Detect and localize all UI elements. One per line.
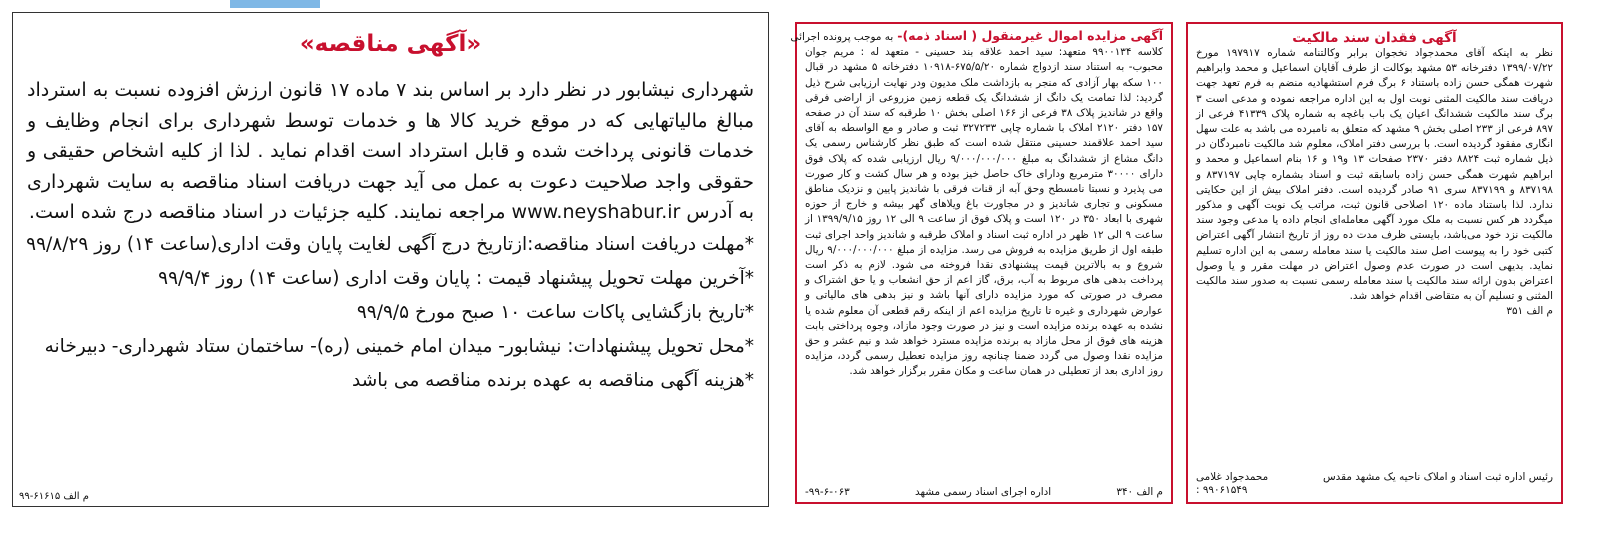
tender-item-deadline-bids: *آخرین مهلت تحویل پیشنهاد قیمت : پایان وقت اداری (ساعت ۱۴) روز ۹۹/۹/۴ bbox=[158, 267, 754, 289]
deed-loss-ref: م الف ۳۵۱ bbox=[1506, 305, 1553, 318]
top-strip bbox=[0, 0, 330, 8]
tender-item-deadline-docs: *مهلت دریافت اسناد مناقصه:ازتاریخ درج آگهی لغایت پایان وقت اداری(ساعت ۱۴) روز ۹۹/۸/۲۹ bbox=[26, 233, 754, 255]
auction-code: ۹۹-۶-۰۶۳- bbox=[805, 486, 850, 498]
deed-loss-body: نظر به اینکه آقای محمدجواد نخجوان برابر وکالتنامه شماره ۱۹۷۹۱۷ مورخ ۱۳۹۹/۰۷/۲۲ دفترخانه ۵۳ مشهد بوکالت از طرف آقایان اسماعیل و محمد وابراهیم شهرت همگی حسن زاده باستناد ۶ برگ فرم استشهادیه منضم به فرم تعهد جهت دریافت سند مالکیت المثنی نوبت اول به این اداره مراجعه نموده و مدعی است ۳ برگ سند مالکیت ششدانگ اعیان یک باب باغچه به شماره پلاک ۴۱۳۳۹ فرعی از ۸۹۷ فرعی از ۲۳۳ اصلی بخش ۹ مشهد که متعلق به نامبرده می باشد به علت سهل انگاری مفقود گردیده است. با بررسی دفتر املاک، معلوم شد مالکیت نامبردگان در ذیل شماره ثبت ۸۸۲۴ دفتر ۲۳۷۰ صفحات ۱۳ و۱۹ و ۱۶ بنام اسماعیل و محمد و ابراهیم شهرت همگی حسن زاده باسابقه ثبت و اسناد بشماره چاپی ۸۳۷۱۹۷ و ۸۳۷۱۹۸ و ۸۳۷۱۹۹ سری ۹۱ صادر گردیده است. دفتر املاک بیش از این حکایتی ندارد. لذا باستناد ماده ۱۲۰ اصلاحی قانون ثبت، مراتب یک نوبت آگهی و مذکور میگردد هر کس نسبت به ملک مورد آگهی معامله‌ای انجام داده یا مدعی وجود سند مالکیت نزد خود می‌باشد، بایستی ظرف مدت ده روز از تاریخ انتشار آگهی اعتراض کتبی خود را به پیوست اصل سند مالکیت یا سند معامله رسمی به این اداره تسلیم نماید. بدیهی است در صورت عدم وصول اعتراض در مهلت مقرر و یا وصول اعتراض بدون ارائه سند مالکیت یا سند معامله رسمی نسبت به صدور سند مالکیت المثنی و تسلیم آن به متقاضی اقدام خواهد شد. bbox=[1196, 47, 1554, 303]
deed-loss-signer: محمدجواد غلامی bbox=[1196, 471, 1269, 483]
auction-body: کلاسه ۹۹۰۰۱۳۴ متعهد: سید احمد علاقه بند حسینی - متعهد له : مریم جوان محبوب- به استناد سند ازدواج شماره ۶۷۵/۵/۲۰-۱۰۹۱۸ دفترخانه ۵ مشهد در قبال ۱۰۰ سکه بهار آزادی که منجر به بازداشت ملک مدیون ودر نهایت ارزیابی شرح ذیل گردید: لذا تمامت یک دانگ از ششدانگ یک قطعه زمین مزروعی از اراضی فرقی واقع در شاندیز پلاک ۳۸ فرعی از ۱۶۶ اصلی بخش ۱۰ طرقبه که سند آن در صفحه ۱۵۷ دفتر ۲۱۲۰ املاک با شماره چاپی ۳۲۷۲۳۳ ثبت و صادر و مع الواسطه به آقای سید احمد علاقمند حسینی منتقل شده است که طبق نظر کارشناس رسمی یک دانگ مشاع از ششدانگ به مبلغ ۹/۰۰۰/۰۰۰/۰۰۰ ریال ارزیابی شده که پلاک فوق دارای ۳۰۰۰۰ مترمربع ودارای خاک حاصل خیز بوده و هر سال کشت و کار صورت می پذیرد و نسبتا نامسطح وحق آبه از قنات فرقی با شاندیز پایین و نزدیک مناطق مسکونی و تجاری شاندیز و در مجاورت باغ ویلاهای گهر بیشه و خارج از حوزه شهری با ابعاد ۳۵۰ در ۱۲۰ است و پلاک فوق از ساعت ۹ الی ۱۲ روز ۱۳۹۹/۹/۱۵ از ساعت ۹ الی ۱۲ ظهر در اداره ثبت اسناد و املاک طرقبه و شاندیز واحد اجرای ثبت طبقه اول از طریق مزایده به فروش می رسد. مزایده از مبلغ ۹/۰۰۰/۰۰۰/۰۰۰ ریال شروع و به بالاترین قیمت پیشنهادی نقدا فروخته می شود. لازم به ذکر است پرداخت بدهی های مربوط به آب، برق، گاز اعم از حق انشعاب و یا حق اشتراک و مصرف در صورتی که مورد مزایده دارای آنها باشد و نیز بدهی های مالیاتی و عوارض شهرداری و غیره تا تاریخ مزایده اعم از اینکه رقم قطعی آن معلوم شده یا نشده به عهده برنده مزایده است و نیز در صورت وجود مازاد، وجوه پرداختی بابت هزینه های فوق از محل مازاد به برنده مزایده مسترد خواهد شد و نیم عشر و حق مزایده نقدا وصول می گردد ضمنا چنانچه روز مزایده تعطیل رسمی گردد، مزایده روز اداری بعد از تعطیلی در همان ساعت و مکان مقرر برگزار خواهد شد. bbox=[805, 46, 1163, 378]
tender-body bbox=[27, 75, 754, 398]
tender-item-delivery-location: *محل تحویل پیشنهادات: نیشابور- میدان امام خمینی (ره)- ساختمان ستاد شهرداری- دبیرخانه bbox=[44, 335, 754, 357]
top-strip-tab bbox=[230, 0, 320, 8]
auction-title-tail: به موجب پرونده اجرائی bbox=[790, 31, 894, 43]
deed-loss-title: آگهی فقدان سند مالکیت bbox=[1292, 30, 1457, 46]
tender-code: م الف ۶۱۶۱۵-۹۹ bbox=[19, 491, 89, 502]
auction-office: اداره اجرای اسناد رسمی مشهد bbox=[915, 486, 1052, 498]
auction-footer bbox=[805, 486, 1163, 498]
tender-item-opening-date: *تاریخ بازگشایی پاکات ساعت ۱۰ صبح مورخ ۹۹/۹/۵ bbox=[356, 301, 754, 323]
auction-notice bbox=[790, 22, 1173, 504]
deed-loss-footer bbox=[1196, 471, 1553, 498]
tender-title: «آگهی مناقصه» bbox=[299, 31, 482, 57]
deed-loss-code: ۹۹۰۶۱۵۴۹ : bbox=[1196, 484, 1248, 496]
tender-item-ad-cost: *هزینه آگهی مناقصه به عهده برنده مناقصه می باشد bbox=[352, 369, 754, 391]
tender-paragraph: شهرداری نیشابور در نظر دارد بر اساس بند ۷ ماده ۱۷ قانون ارزش افزوده نسبت به استرداد مبالغ مالیاتهایی که در موقع خرید کالا ها و خدمات توسط شهرداری برای انجام وظایف و خدمات قانونی پرداخت شده و قابل استرداد است اقدام نماید . لذا از کلیه اشخاص حقیقی و حقوقی واجد صلاحیت دعوت به عمل می آید جهت دریافت اسناد مناقصه به سایت شهرداری به آدرس www.neyshabur.ir مراجعه نمایند. کلیه جزئیات در اسناد مناقصه درج شده است. bbox=[27, 79, 754, 223]
auction-content bbox=[790, 28, 1163, 380]
auction-ref: م الف ۳۴۰ bbox=[1116, 486, 1163, 498]
tender-notice bbox=[12, 12, 769, 507]
deed-loss-signature: رئیس اداره ثبت اسناد و املاک ناحیه یک مشهد مقدس bbox=[1322, 471, 1553, 483]
auction-title: آگهی مزایده اموال غیرمنقول ( اسناد ذمه)- bbox=[897, 28, 1163, 43]
deed-loss-notice bbox=[1186, 22, 1563, 504]
auction-title-line bbox=[790, 28, 1163, 45]
deed-loss-content bbox=[1196, 30, 1553, 319]
